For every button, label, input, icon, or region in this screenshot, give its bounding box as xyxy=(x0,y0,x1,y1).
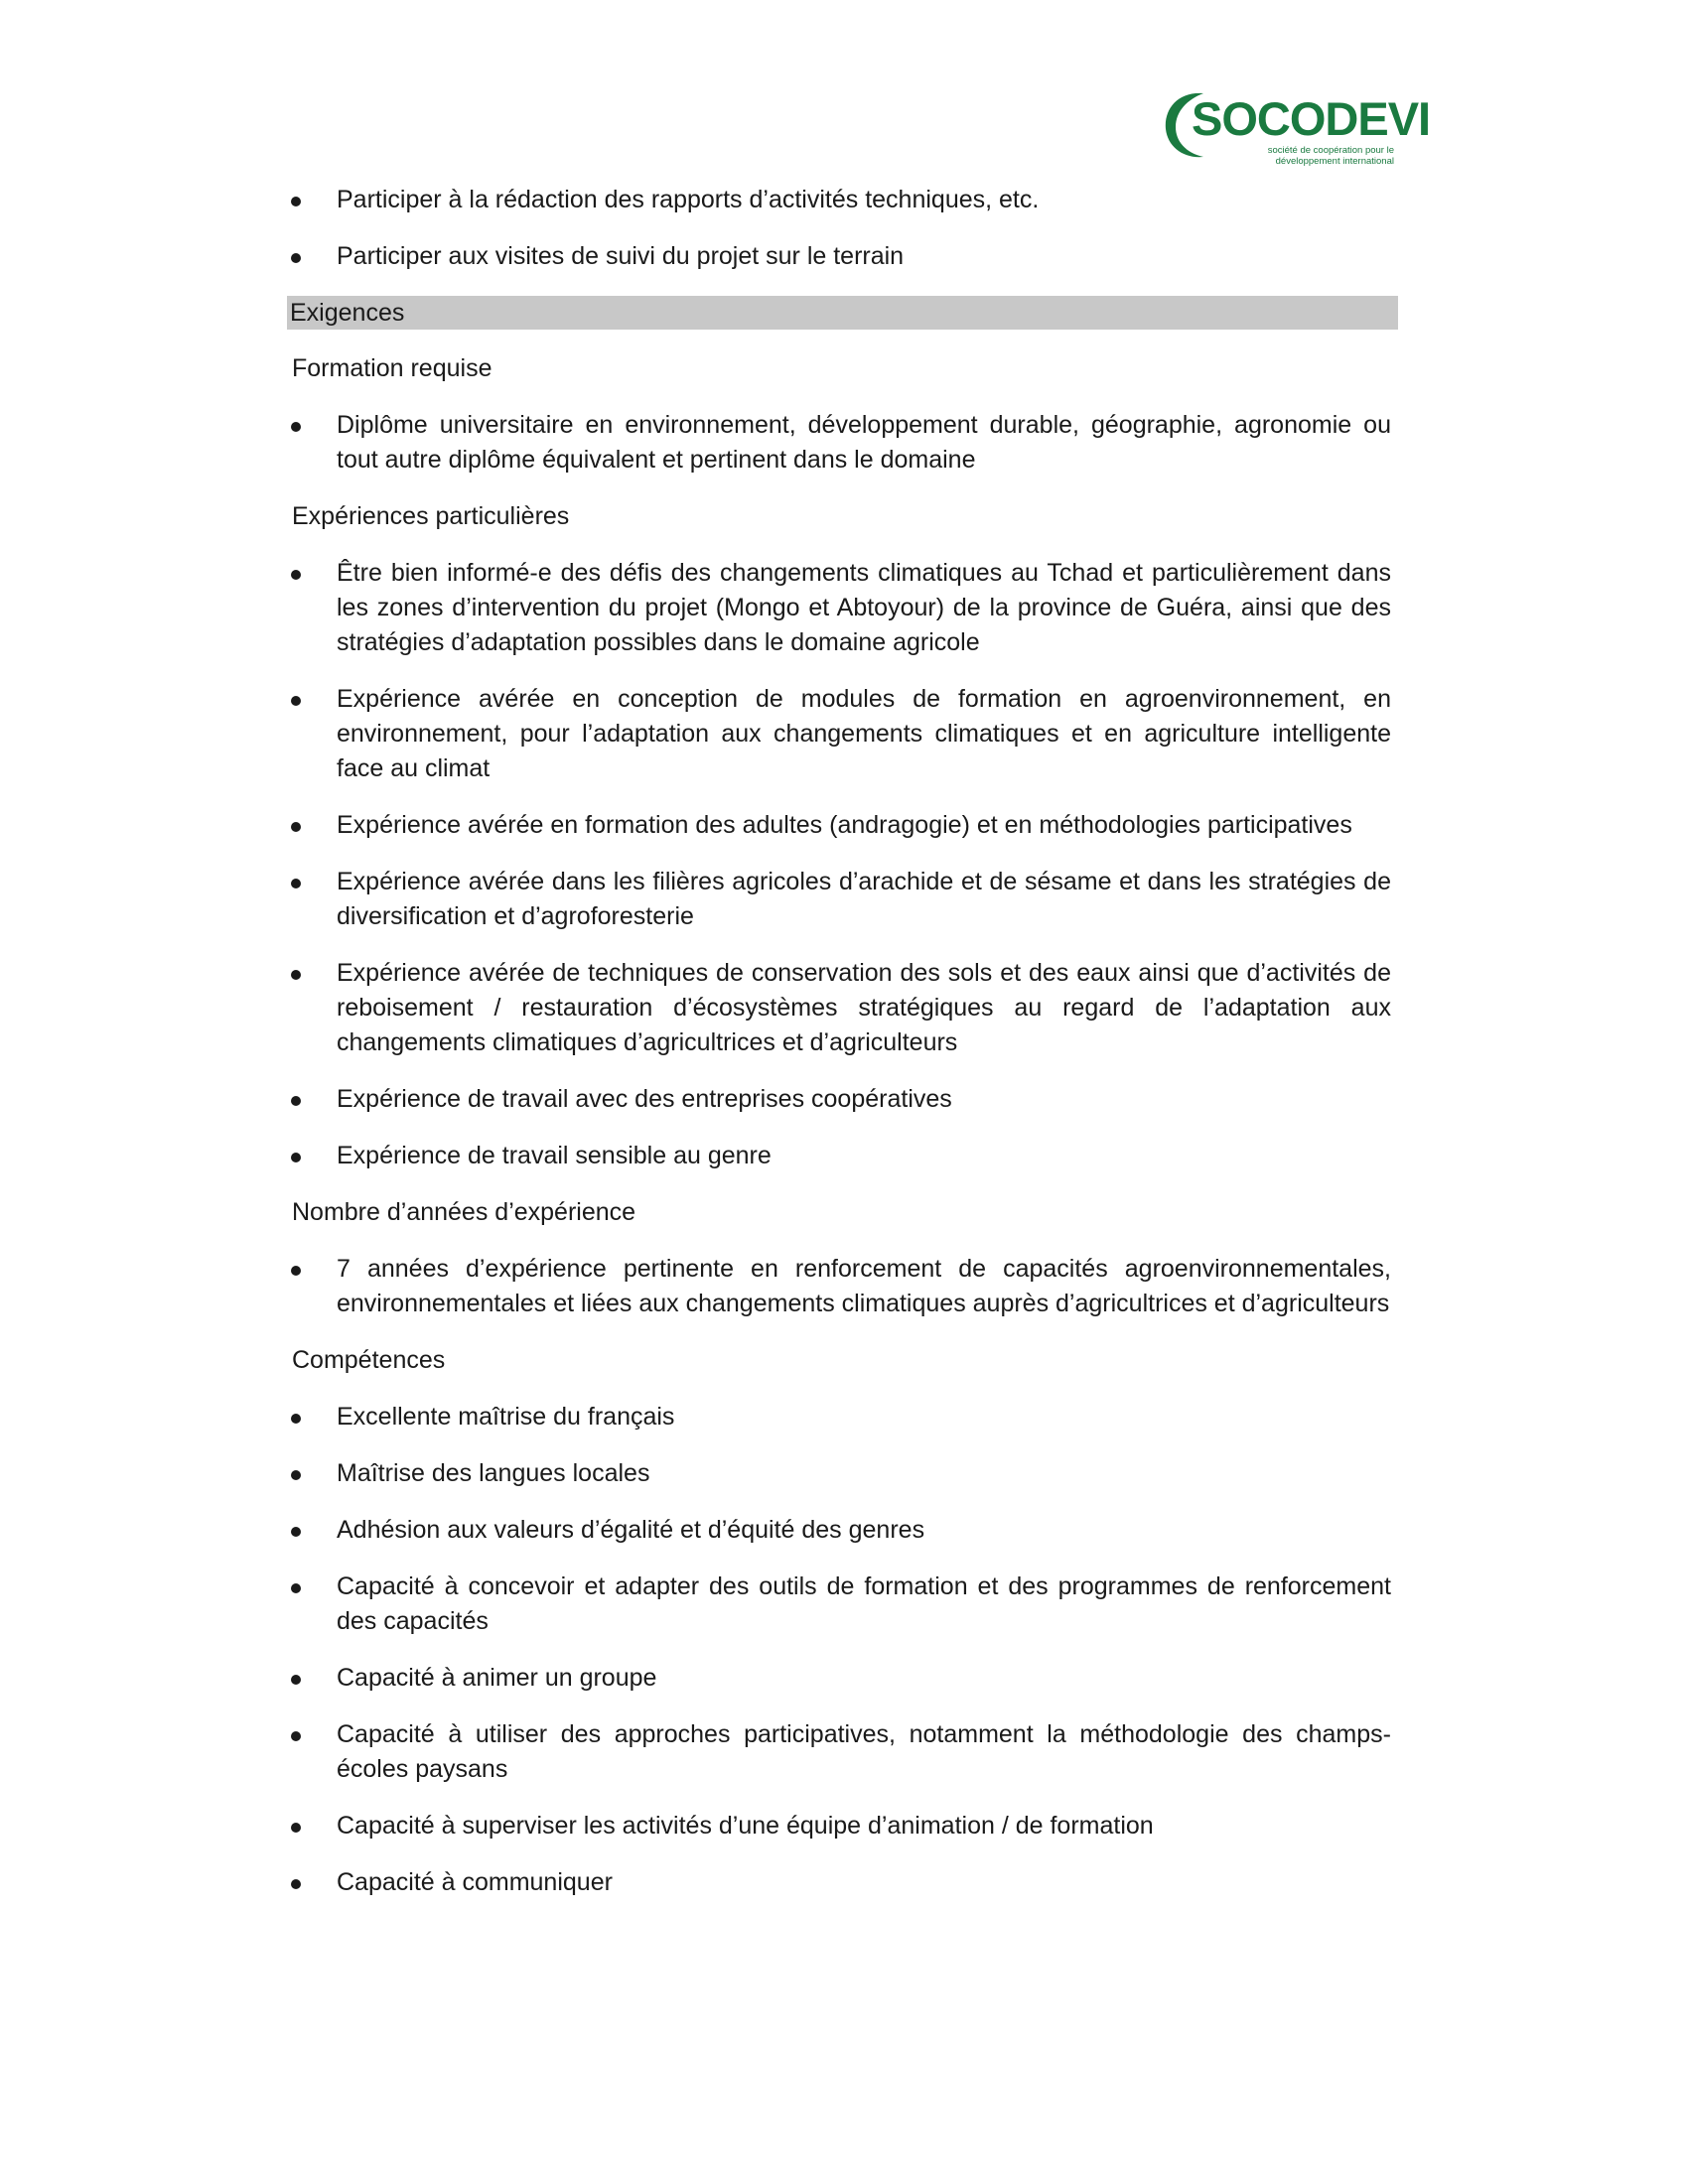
bullet-icon xyxy=(291,879,301,888)
list-item: Capacité à communiquer xyxy=(289,1865,1391,1900)
list-item: Adhésion aux valeurs d’égalité et d’équité des genres xyxy=(289,1513,1391,1548)
subheading-experiences: Expériences particulières xyxy=(292,502,570,530)
list-item: Expérience avérée de techniques de conservation des sols et des eaux ainsi que d’activités de reboisement / restauration d’écosystèmes stratégiques au regard de l’adaptation aux changements climatiques d’agricultrices et d’agriculteurs xyxy=(289,956,1391,1060)
list-item: Capacité à superviser les activités d’une équipe d’animation / de formation xyxy=(289,1809,1391,1843)
list-item: Expérience de travail avec des entreprises coopératives xyxy=(289,1082,1391,1117)
socodevi-logo xyxy=(1160,87,1431,169)
list-item: Excellente maîtrise du français xyxy=(289,1400,1391,1434)
list-item: Participer aux visites de suivi du projet sur le terrain xyxy=(289,239,1391,274)
bullet-icon xyxy=(291,1731,301,1741)
bullet-icon xyxy=(291,1879,301,1889)
list-item: Expérience de travail sensible au genre xyxy=(289,1139,1391,1173)
bullet-icon xyxy=(291,1583,301,1593)
list-item: Capacité à concevoir et adapter des outils de formation et des programmes de renforcement des capacités xyxy=(289,1570,1391,1639)
list-item: Être bien informé-e des défis des changements climatiques au Tchad et particulièrement dans les zones d’intervention du projet (Mongo et Abtoyour) de la province de Guéra, ainsi que des stratégies d’adaptation possibles dans le domaine agricole xyxy=(289,556,1391,660)
list-item: Expérience avérée en formation des adultes (andragogie) et en méthodologies participatives xyxy=(289,808,1391,843)
document-body xyxy=(289,183,1391,1922)
bullet-icon xyxy=(291,422,301,432)
logo-wordmark: SOCODEVI xyxy=(1192,92,1431,145)
subheading-formation: Formation requise xyxy=(292,354,492,382)
list-item: Capacité à utiliser des approches participatives, notamment la méthodologie des champs-écoles paysans xyxy=(289,1717,1391,1787)
list-item: Expérience avérée en conception de modules de formation en agroenvironnement, en environnement, pour l’adaptation aux changements climatiques et en agriculture intelligente face au climat xyxy=(289,682,1391,786)
list-item: Expérience avérée dans les filières agricoles d’arachide et de sésame et dans les stratégies de diversification et d’agroforesterie xyxy=(289,865,1391,934)
bullet-icon xyxy=(291,1414,301,1424)
bullet-icon xyxy=(291,1153,301,1162)
logo-tagline: société de coopération pour le développement international xyxy=(1267,145,1394,167)
list-item: Capacité à animer un groupe xyxy=(289,1661,1391,1696)
list-item: Maîtrise des langues locales xyxy=(289,1456,1391,1491)
bullet-icon xyxy=(291,197,301,206)
bullet-icon xyxy=(291,570,301,580)
bullet-icon xyxy=(291,970,301,980)
section-heading-exigences: Exigences xyxy=(287,296,1398,330)
subheading-competences: Compétences xyxy=(292,1346,446,1374)
list-item: Participer à la rédaction des rapports d’activités techniques, etc. xyxy=(289,183,1391,217)
bullet-icon xyxy=(291,696,301,706)
bullet-icon xyxy=(291,822,301,832)
subheading-annees-experience: Nombre d’années d’expérience xyxy=(292,1198,636,1226)
list-item: 7 années d’expérience pertinente en renforcement de capacités agroenvironnementales, environnementales et liées aux changements climatiques auprès d’agricultrices et d’agriculteurs xyxy=(289,1252,1391,1321)
bullet-icon xyxy=(291,1096,301,1106)
bullet-icon xyxy=(291,1470,301,1480)
bullet-icon xyxy=(291,253,301,263)
bullet-icon xyxy=(291,1527,301,1537)
bullet-icon xyxy=(291,1675,301,1685)
bullet-icon xyxy=(291,1823,301,1833)
bullet-icon xyxy=(291,1266,301,1276)
list-item: Diplôme universitaire en environnement, développement durable, géographie, agronomie ou tout autre diplôme équivalent et pertinent dans le domaine xyxy=(289,408,1391,478)
